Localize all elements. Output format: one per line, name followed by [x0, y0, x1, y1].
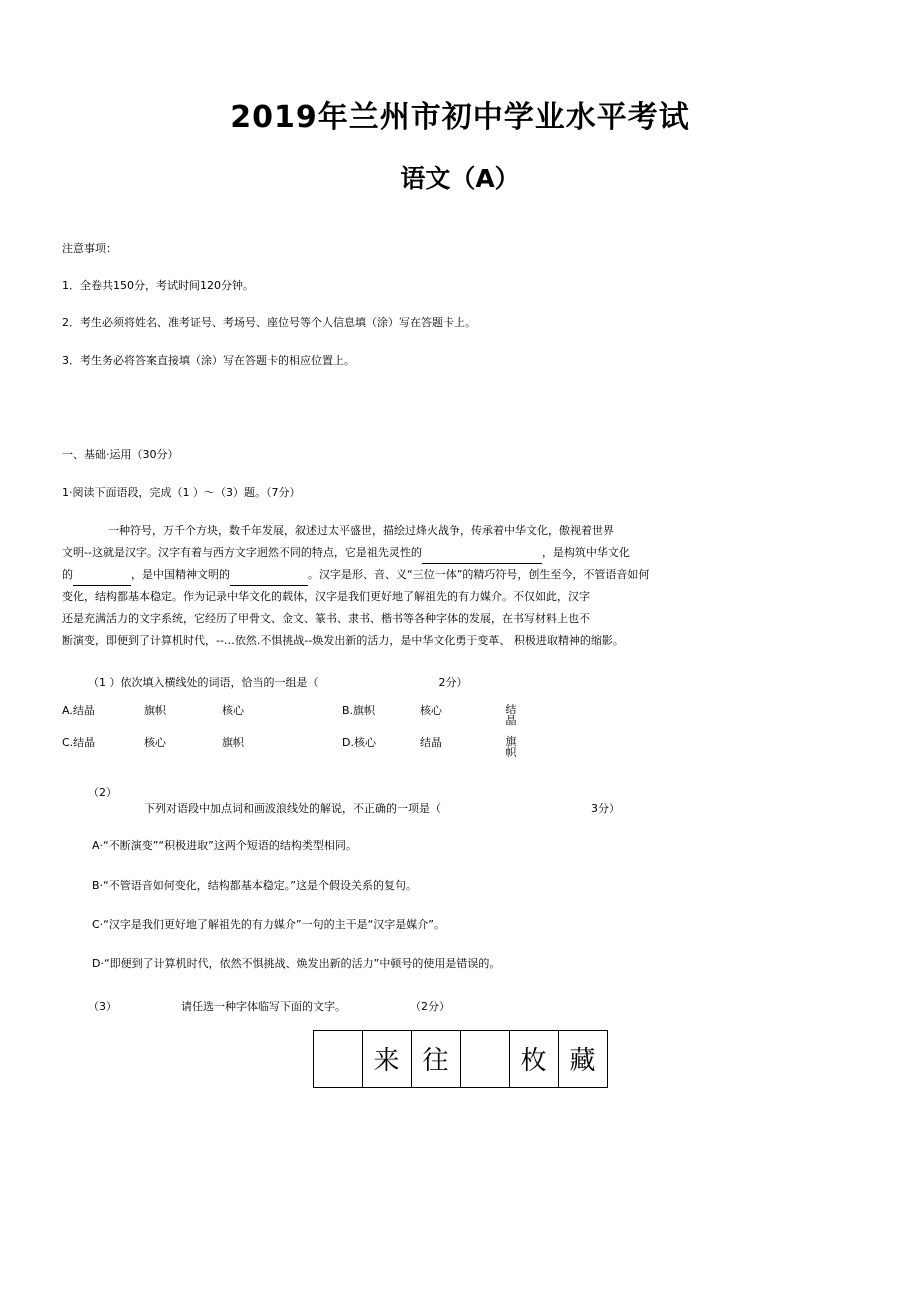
sub-question-1 [62, 674, 858, 690]
sub-question-3-score: （2分） [410, 999, 450, 1013]
grid-cell-4[interactable] [461, 1030, 510, 1088]
passage-line-2a-text: 文明--这就是汉字。汉字有着与西方文字迥然不同的特点，它是祖先灵性的 [62, 546, 422, 560]
choice-a[interactable]: A·“不断演变”“积极进取”这两个短语的结构类型相同。 [92, 839, 357, 853]
passage-line-1-text: 一种符号，万千个方块，数千年发展，叙述过太平盛世，描绘过烽火战争，传承着中华文化，傲视着世界 [108, 524, 614, 538]
passage-line-1 [62, 520, 858, 542]
option-row-ab [62, 704, 858, 726]
fill-blank-1 [422, 551, 542, 564]
passage-line-3b-text: ，是中国精神文明的 [131, 568, 230, 582]
passage-line-2 [62, 542, 858, 564]
page-subtitle: 语文（A） [400, 164, 520, 193]
option-b-word-2: 核心 [420, 704, 442, 718]
sub-question-3-text: 请任选一种字体临写下面的文字。 [181, 999, 346, 1013]
page-title: 2019年兰州市初中学业水平考试 [230, 100, 690, 135]
passage-line-4 [62, 586, 858, 608]
grid-cell-1[interactable] [314, 1030, 363, 1088]
sub-question-2-body [88, 800, 858, 816]
option-d-word-3-stacked [500, 736, 522, 758]
option-d-word-3-char-2: 帜 [505, 746, 517, 760]
passage-line-3c-text: 。汉字是形、音、义“三位一体”的精巧符号，创生至今，不管语音如何 [308, 568, 650, 582]
passage-line-3a-text: 的 [62, 568, 73, 582]
notice-item-3: 3．考生务必将答案直接填（涂）写在答题卡的相应位置上。 [62, 353, 355, 367]
fill-blank-2 [73, 573, 131, 586]
sub-question-2-text: 下列对语段中加点词和画波浪线处的解说，不正确的一项是（ [144, 802, 441, 816]
grid-cell-5[interactable]: 枚 [510, 1030, 559, 1088]
passage-line-5-text: 还是充满活力的文字系统，它经历了甲骨文、金文、篆书、隶书、楷书等各种字体的发展，在书写材料上也不 [62, 612, 590, 626]
notice-item-2: 2．考生必须将姓名、准考证号、考场号、座位号等个人信息填（涂）写在答题卡上。 [62, 316, 476, 330]
option-b-word-3-stacked [500, 704, 522, 726]
option-a-label[interactable]: A.结晶 [62, 704, 95, 718]
calligraphy-grid [313, 1030, 608, 1088]
passage-line-2b-text: ，是构筑中华文化 [541, 546, 630, 560]
sub-question-1-text: （1 ）依次填入横线处的词语，恰当的一组是（ [88, 676, 319, 690]
passage-line-3 [62, 564, 858, 586]
option-b-word-3-char-1: 结 [505, 703, 517, 717]
passage-line-5 [62, 608, 858, 630]
passage-line-4-text: 变化，结构都基本稳定。作为记录中华文化的载体，汉字是我们更好地了解祖先的有力媒介。不仅如此，汉字 [62, 590, 590, 604]
option-d-word-2: 结晶 [420, 736, 442, 750]
choice-d[interactable]: D·“即便到了计算机时代，依然不惧挑战、焕发出新的活力”中顿号的使用是错误的。 [92, 957, 501, 971]
sub-question-1-score: 2分） [438, 676, 468, 690]
grid-cell-6[interactable]: 藏 [559, 1030, 608, 1088]
option-c-word-2: 核心 [144, 736, 166, 750]
option-row-cd [62, 736, 858, 758]
choice-b[interactable]: B·“不管语音如何变化，结构都基本稳定。”这是个假设关系的复句。 [92, 878, 417, 892]
notice-heading: 注意事项： [62, 242, 117, 255]
grid-cell-2[interactable]: 来 [363, 1030, 412, 1088]
grid-cell-3[interactable]: 往 [412, 1030, 461, 1088]
section-heading: 一、基础·运用（30分） [62, 448, 179, 462]
question-1-passage [62, 520, 858, 652]
option-c-word-3: 旗帜 [222, 736, 244, 750]
passage-line-6 [62, 630, 858, 652]
option-a-word-3: 核心 [222, 704, 244, 718]
question-1-stem: 1·阅读下面语段，完成（1 ）～（3）题。（7分） [62, 486, 301, 500]
fill-blank-3 [230, 573, 308, 586]
calligraphy-grid-wrap [62, 1030, 858, 1088]
option-c-label[interactable]: C.结晶 [62, 736, 96, 750]
option-a-word-2: 旗帜 [144, 704, 166, 718]
choice-c[interactable]: C·“汉字是我们更好地了解祖先的有力媒介”一句的主干是“汉字是媒介”。 [92, 917, 445, 931]
notice-item-1: 1．全卷共150分，考试时间120分钟。 [62, 279, 254, 292]
option-b-word-3-char-2: 晶 [505, 714, 517, 728]
sub-question-3-number: （3） [88, 999, 117, 1013]
option-d-label[interactable]: D.核心 [342, 736, 376, 750]
sub-question-2 [62, 784, 858, 816]
sub-question-3 [62, 998, 858, 1014]
sub-question-2-number: （2） [88, 786, 117, 800]
sub-question-2-score: 3分） [591, 802, 620, 816]
section-spacer [62, 390, 858, 446]
passage-line-6-text: 断演变，即便到了计算机时代，--…依然.不惧挑战--焕发出新的活力，是中华文化勇于变革、 积极进取精神的缩影。 [62, 634, 624, 648]
option-d-word-3-char-1: 旗 [505, 735, 517, 749]
option-b-label[interactable]: B.旗帜 [342, 704, 376, 718]
